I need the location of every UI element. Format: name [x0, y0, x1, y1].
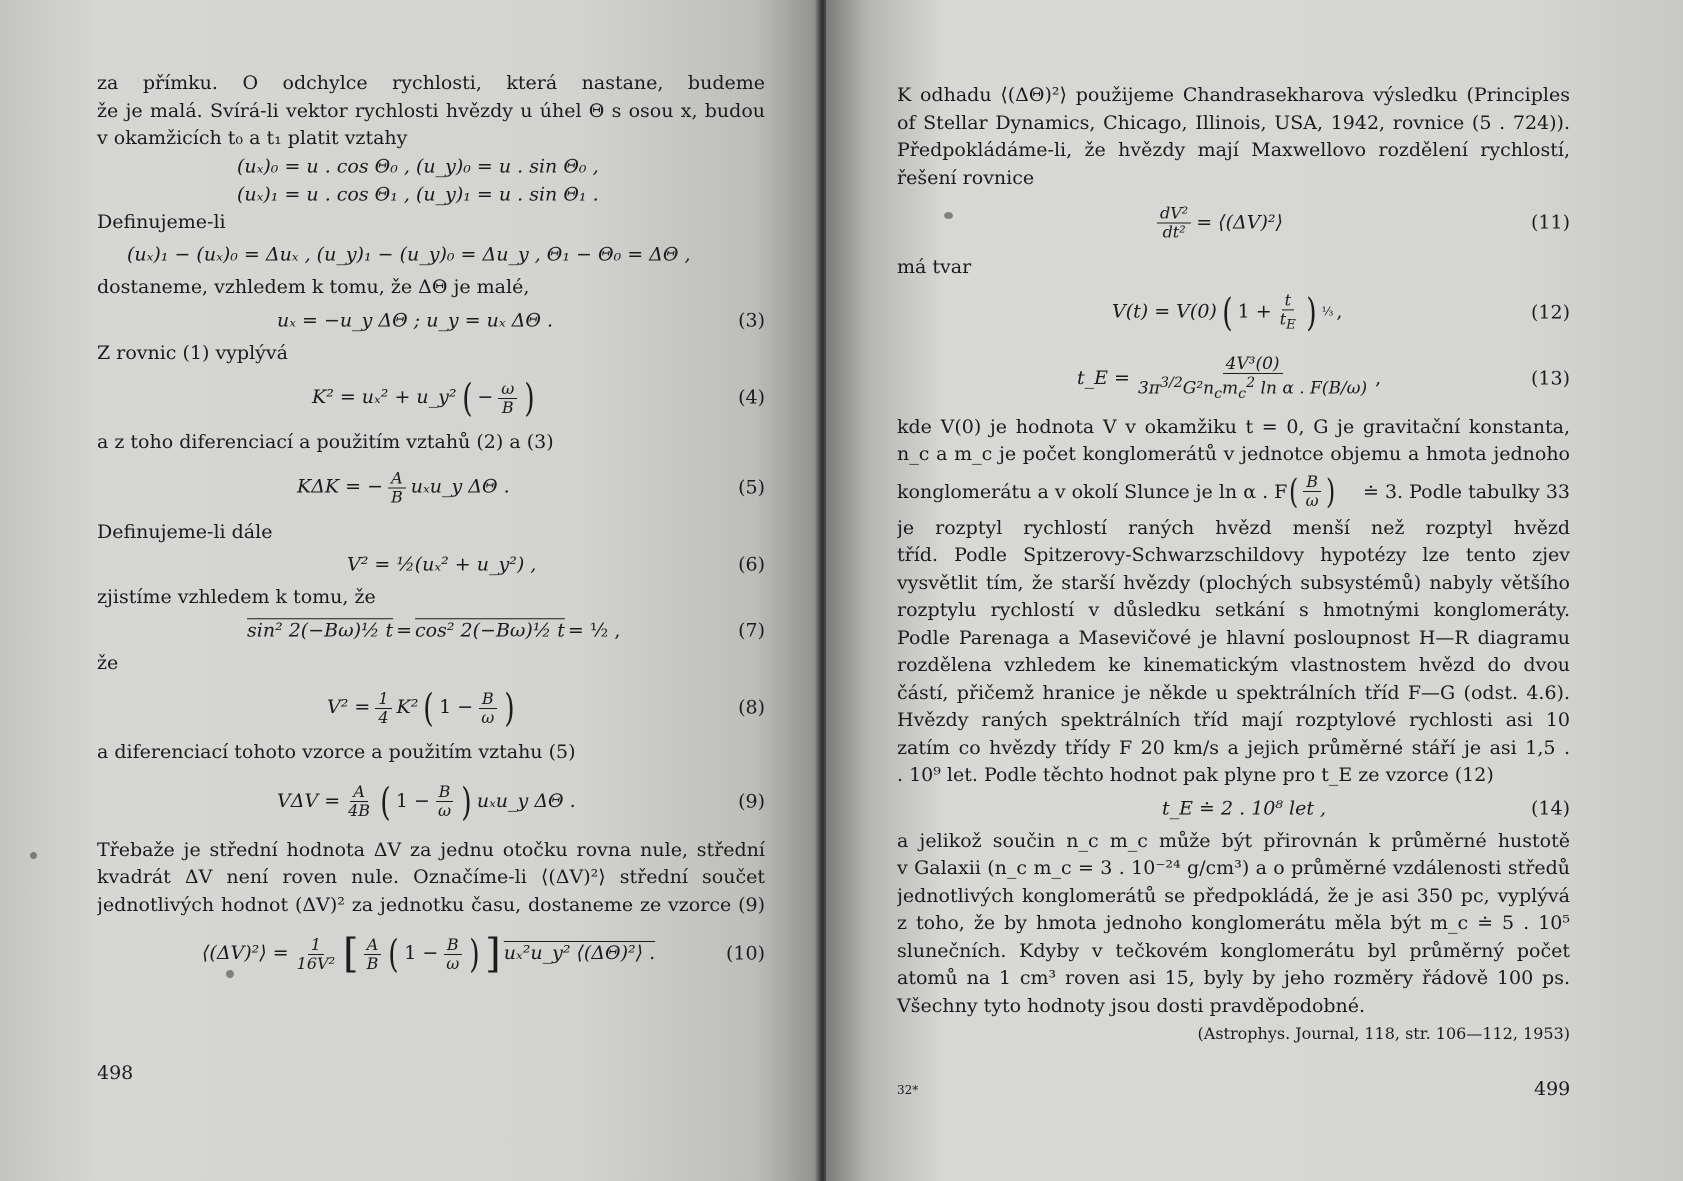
text-line: řešení rovnice: [897, 166, 1035, 189]
text-line: of Stellar Dynamics, Chicago, Illinois, USA, 1942, rovnice (5 . 724)).: [897, 111, 1570, 134]
page-number-left: 498: [97, 1062, 134, 1084]
text-line: a diferenciací tohoto vzorce a použitím vztahu (5): [97, 741, 576, 763]
equation-velocity-0: (uₓ)₀ = u . cos Θ₀ , (u_y)₀ = u . sin Θ₀ ,: [237, 154, 599, 177]
text-line: zatím co hvězdy třídy F 20 km/s a jejich průměrné stáří je asi 1,5 .: [897, 736, 1570, 759]
text-line: tříd. Podle Spitzerovy-Schwarzschildovy hypotézy lze tento zjev: [897, 544, 1570, 566]
text-line: atomů na 1 cm³ roven asi 15, byly by jeho rozměry řádově 100 ps.: [897, 967, 1570, 989]
equation-9: VΔV = $\frac{A}{4B}$ ( 1 − $\frac{B}{\omega}$ ) uₓu_y ΔΘ . (9): [277, 779, 765, 824]
text-line: vysvětlit tím, že starší hvězdy (plochých subsystémů) nabyly většího: [897, 571, 1570, 594]
text-line: rozptylu rychlostí v důsledku setkání s hmotnými konglomeráty.: [897, 599, 1570, 621]
text-line: má tvar: [897, 256, 972, 278]
text-line: a z toho diferenciací a použitím vztahů (2) a (3): [97, 431, 554, 453]
equation-6: V² = ½(uₓ² + u_y²) , (6): [347, 553, 765, 576]
text-line: z toho, že by hmota jednoho konglomerátu měla být m_c ≐ 5 . 10⁵: [897, 912, 1570, 934]
ink-spot: [944, 212, 953, 219]
text-line: jednotlivých hodnot (ΔV)² za jednotku času, dostaneme ze vzorce (9): [97, 893, 765, 916]
text-line: dostaneme, vzhledem k tomu, že ΔΘ je malé,: [97, 276, 530, 298]
text-line: za přímku. O odchylce rychlosti, která nastane, budeme: [97, 72, 765, 94]
equation-7: sin² 2(−Bω)½ t = cos² 2(−Bω)½ t = ½ , (7): [247, 618, 765, 641]
text-line: konglomerátu a v okolí Slunce je ln α . F ( $\frac{B}{\omega}$ ) ≐ 3. Podle tabulky 33: [897, 471, 1570, 512]
text-line: slunečních. Kdyby v tečkovém konglomerátu byl průměrný počet: [897, 939, 1570, 962]
text-line: částí, přičemž hranice je někde u spektrálních tříd F—G (odst. 4.6).: [897, 681, 1570, 704]
equation-14: t_E ≐ 2 . 10⁸ let , (14): [1162, 796, 1570, 819]
text-line: Předpokládáme-li, že hvězdy mají Maxwellovo rozdělení rychlostí,: [897, 139, 1570, 161]
text-line: . 10⁹ let. Podle těchto hodnot pak plyne pro t_E ze vzorce (12): [897, 764, 1494, 786]
equation-5: KΔK = − $\frac{A}{B}$ uₓu_y ΔΘ . (5): [297, 468, 765, 506]
text-line: Všechny tyto hodnoty jsou dosti pravděpodobné.: [897, 994, 1366, 1017]
equation-3: uₓ = −u_y ΔΘ ; u_y = uₓ ΔΘ . (3): [277, 308, 765, 331]
equation-4: K² = uₓ² + u_y² ( − $\frac{\omega}{B}$ ) (4): [312, 376, 765, 420]
text-line: Z rovnic (1) vyplývá: [97, 341, 288, 364]
ink-spot: [30, 852, 37, 859]
text-line: n_c a m_c je počet konglomerátů v jednotce objemu a hmota jednoho: [897, 443, 1570, 465]
text-line: Definujeme-li: [97, 210, 226, 233]
text-line: K odhadu ⟨(ΔΘ)²⟩ použijeme Chandrasekharova výsledku (Principles: [897, 84, 1570, 106]
text-line: v Galaxii (n_c m_c = 3 . 10⁻²⁴ g/cm³) a o průměrné vzdálenosti středů: [897, 857, 1570, 879]
text-line: kvadrát ΔV není roven nule. Označíme-li ⟨(ΔV)²⟩ střední součet: [97, 866, 765, 888]
page-number-right: 499: [1534, 1078, 1571, 1100]
text-line: v okamžicích t₀ a t₁ platit vztahy: [97, 127, 408, 149]
equation-delta: (uₓ)₁ − (uₓ)₀ = Δuₓ , (u_y)₁ − (u_y)₀ = Δu_y , Θ₁ − Θ₀ = ΔΘ ,: [127, 243, 691, 266]
equation-8: V² = $\frac{1}{4}$ K² ( 1 − $\frac{B}{\omega}$ ) (8): [327, 686, 765, 730]
text-line: rozdělena vzhledem ke kinematickým vlastnostem hvězd do dvou: [897, 654, 1570, 676]
right-page: [826, 0, 1683, 1181]
ink-spot: [226, 970, 234, 978]
text-line: že je malá. Svírá-li vektor rychlosti hvězdy u úhel Θ s osou x, budou: [97, 99, 765, 122]
text-line: zjistíme vzhledem k tomu, že: [97, 586, 376, 608]
equation-12: V(t) = V(0) ( 1 + $\frac{t}{t_E}$ ) ⅓ , (12): [1112, 289, 1570, 335]
equation-13: t_E = $\frac{\text{4V³(0)}}{3\pi^{3/2}G^2n_cm_c^2 \ln \alpha . F(B/\omega)}$ , (13): [1077, 353, 1570, 402]
left-page: [0, 0, 820, 1181]
text-line: kde V(0) je hodnota V v okamžiku t = 0, G je gravitační konstanta,: [897, 415, 1570, 438]
citation: (Astrophys. Journal, 118, str. 106—112, 1953): [1197, 1024, 1570, 1043]
text-line: je rozptyl rychlostí raných hvězd menší než rozptyl hvězd: [897, 516, 1570, 539]
text-line: Podle Parenaga a Masevičové je hlavní posloupnost H—R diagramu: [897, 626, 1570, 649]
signature-mark: 32*: [897, 1083, 919, 1097]
right-text-column: [897, 82, 1570, 1048]
text-line: že: [97, 651, 119, 674]
text-line: Třebaže je střední hodnota ΔV za jednu otočku rovna nule, střední: [97, 838, 765, 861]
text-line: Definujeme-li dále: [97, 520, 273, 543]
equation-velocity-1: (uₓ)₁ = u . cos Θ₁ , (u_y)₁ = u . sin Θ₁ .: [237, 182, 599, 205]
text-line: Hvězdy raných spektrálních tříd mají rozptylové rychlosti asi 10: [897, 709, 1570, 731]
left-text-column: [97, 70, 765, 989]
equation-10: ⟨(ΔV)²⟩ = $\frac{1}{\text{16V²}}$ [ $\frac{A}{B}$ ( 1 − $\frac{B}{\omega}$ ) ] uₓ²u_y² ⟨(ΔΘ)²⟩ . (10): [202, 931, 765, 977]
text-line: a jelikož součin n_c m_c může být přirovnán k průměrné hustotě: [897, 829, 1570, 852]
equation-11: $\frac{\text{dV²}}{\text{dt²}}$ = ⟨(ΔV)²⟩ (11): [897, 192, 1570, 254]
text-line: jednotlivých konglomerátů se předpokládá, že je asi 350 pc, vyplývá: [897, 884, 1570, 907]
